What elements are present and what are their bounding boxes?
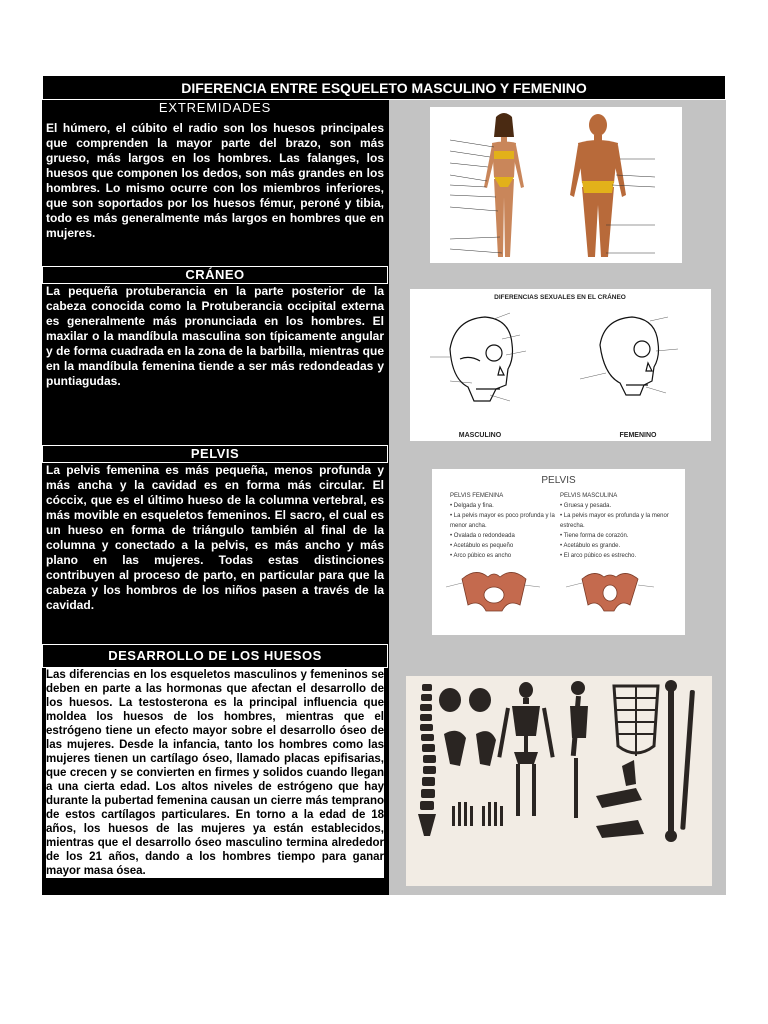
image-cell-desarrollo [389, 668, 726, 895]
male-pelvis-heading: PELVIS MASCULINA [560, 493, 618, 499]
section-text-craneo: La pequeña protuberancia en la parte posterior de la cabeza conocida como la Protuberancia occipital externa es generalmente más pronunciada en los hombres. El maxilar o la mandíbula masculina son típicamente angular y de forma cuadrada en la zona de la barbilla, mientras que en la mandíbula femenina tiende a ser más redondeadas y puntiagudas. [46, 284, 384, 388]
section-heading-desarrollo: DESARROLLO DE LOS HUESOS [42, 644, 388, 668]
image-cell-craneo [389, 284, 726, 445]
female-pelvis-list [450, 491, 560, 561]
male-item: • Gruesa y pesada. [560, 503, 612, 509]
section-heading-extremidades: EXTREMIDADES [158, 100, 272, 115]
male-item: • Tiene forma de corazón. [560, 533, 629, 539]
skull-caption-female: FEMENINO [619, 432, 657, 439]
gray-strip-craneo [389, 266, 726, 284]
section-text-pelvis: La pelvis femenina es más pequeña, menos profunda y más ancha y la cavidad es en forma más circular. El cóccix, que es el último hueso de la columna vertebral, es más movible en esqueletos femeninos. El sacro, el cual es un hueso en forma de triángulo también al final de la columna y conectado a la pelvis, es más ancho y más plano en las mujeres. Todas estas distinciones contribuyen al proceso de parto, en particular para que la cabeza y los hombros de los niños pasen a través de la cavidad. [46, 463, 384, 612]
pelvis-diagram [432, 469, 685, 635]
female-item: • Delgada y fina. [450, 503, 494, 509]
male-item: • El arco púbico es estrecho. [560, 553, 637, 559]
female-item: • Acetábulo es pequeño [450, 543, 514, 549]
male-pelvis-list [560, 491, 682, 561]
female-pelvis-heading: PELVIS FEMENINA [450, 493, 504, 499]
female-item: • Ovalada o redondeada [450, 533, 515, 539]
image-cell-pelvis [389, 461, 726, 644]
female-item: • La pelvis mayor es poco profunda y la menor ancha. [450, 513, 555, 529]
gray-strip-desarrollo [389, 644, 726, 668]
skull-caption-male: MASCULINO [458, 432, 502, 439]
female-item: • Arco púbico es ancho [450, 553, 512, 559]
pelvis-diagram-title: PELVIS [541, 475, 576, 486]
male-item: • Acetábulo es grande. [560, 543, 621, 549]
comparison-table [42, 75, 726, 895]
skeleton-bones-image [406, 676, 712, 886]
skull-diagram-title: DIFERENCIAS SEXUALES EN EL CRÁNEO [494, 294, 626, 301]
image-cell-extremidades [389, 100, 726, 266]
section-heading-craneo: CRÁNEO [42, 266, 388, 284]
skull-diagram [410, 289, 711, 441]
male-item: • La pelvis mayor es profunda y la menor estrecha. [560, 513, 669, 529]
section-text-extremidades: El húmero, el cúbito el radio son los huesos principales que comprenden la mayor parte del brazo, son más grueso, más largos en los hombres. Las falanges, los huesos que componen los dedos, son más grandes en los hombres. Lo mismo ocurre con los miembros inferiores, que son soportados por los huesos fémur, peroné y tibia, todo es más generalmente más largos en hombres que en mujeres. [46, 121, 384, 240]
body-anatomy-image [430, 107, 682, 263]
page-title: DIFERENCIA ENTRE ESQUELETO MASCULINO Y FEMENINO [42, 75, 726, 100]
section-text-desarrollo: Las diferencias en los esqueletos masculinos y femeninos se deben en parte a las hormonas que afectan el desarrollo de los huesos. La testosterona es la principal influencia que moldea los huesos de los hombres, mientras que el estrógeno tiene un efecto mayor sobre el desarrollo óseo de las mujeres. Desde la infancia, tanto los hombres como las mujeres tienen un cartílago óseo, llamado placas epifisarias, que crecen y se convierten en firmes y solidos cuando llegan a una cierta edad. Los altos niveles de estrógeno que hay durante la pubertad femenina causan un cierre más temprano de estos cartílagos particulares. En torno a la edad de 18 años, los huesos de las mujeres ya están establecidos, mientras que el desarrollo óseo masculino termina alrededor de los 21 años, dando a los hombres tiempo para ganar mayor masa ósea. [46, 669, 384, 877]
section-heading-pelvis: PELVIS [42, 445, 388, 463]
gray-strip-pelvis [389, 445, 726, 461]
